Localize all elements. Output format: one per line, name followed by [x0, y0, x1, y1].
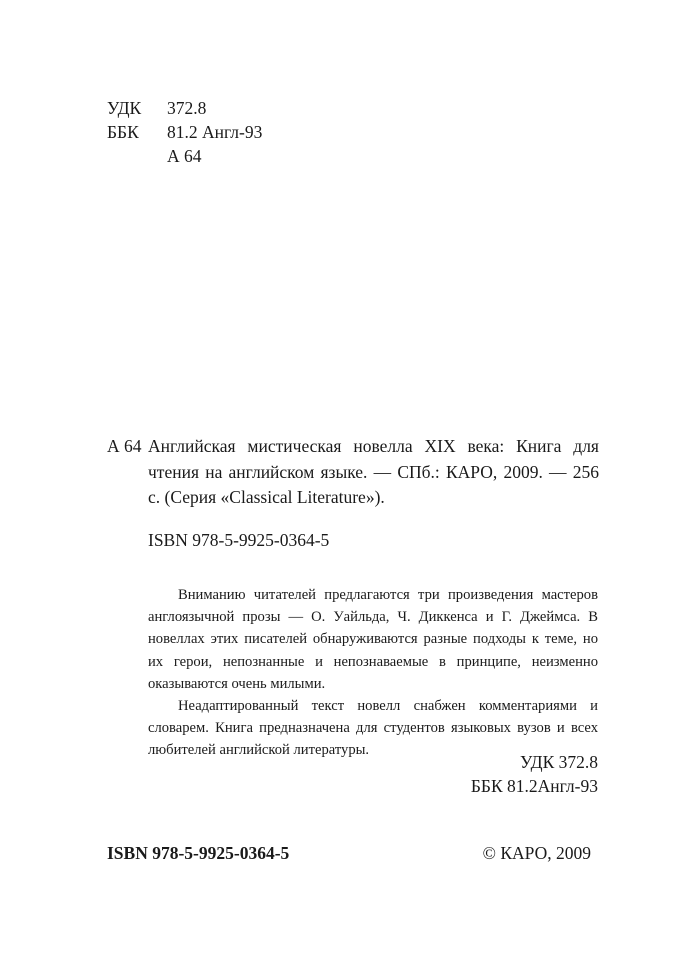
- cip-row: [107, 96, 262, 120]
- bibliographic-description-block: [107, 434, 599, 553]
- annotation-block: [148, 584, 598, 762]
- page-footer: [107, 843, 591, 864]
- cip-repeat-bbk: ББК 81.2Англ-93: [470, 776, 598, 796]
- cip-classification-block: [107, 96, 262, 168]
- cip-repeat-udk: УДК 372.8: [520, 752, 598, 772]
- cip-label-bbk: ББК: [107, 122, 139, 142]
- isbn-line: ISBN 978-5-9925-0364-5: [148, 529, 330, 550]
- cip-label-udk: УДК: [107, 98, 142, 118]
- bibliographic-entry: [107, 434, 599, 511]
- cip-row: [107, 144, 262, 168]
- cip-value-bbk: 81.2 Англ-93: [167, 122, 263, 142]
- cip-row: [107, 120, 262, 144]
- cip-value-udk: 372.8: [167, 98, 207, 118]
- cip-repeat-block: [148, 750, 598, 798]
- footer-copyright: © КАРО, 2009: [482, 843, 591, 863]
- cip-value-author-sign: А 64: [167, 146, 202, 166]
- annotation-paragraph: Неадаптированный текст новелл снабжен комментариями и словарем. Книга предназначена для студентов языковых вузов и всех любителей английской литературы.: [148, 698, 598, 759]
- annotation-paragraph: Вниманию читателей предлагаются три произведения мастеров англоязычной прозы — О. Уайльда, Ч. Диккенса и Г. Джеймса. В новеллах этих писателей обнаруживаются разные подходы к теме, но их герои, непознанные и непознаваемые в принципе, неизменно оказываются очень милыми.: [148, 587, 598, 692]
- entry-description: Английская мистическая новелла XIX века: Книга для чтения на английском языке. — СПб.: КАРО, 2009. — 256 с. (Серия «Classical Literature»).: [148, 436, 599, 507]
- entry-code: А 64: [107, 436, 142, 456]
- footer-isbn: ISBN 978-5-9925-0364-5: [107, 843, 290, 863]
